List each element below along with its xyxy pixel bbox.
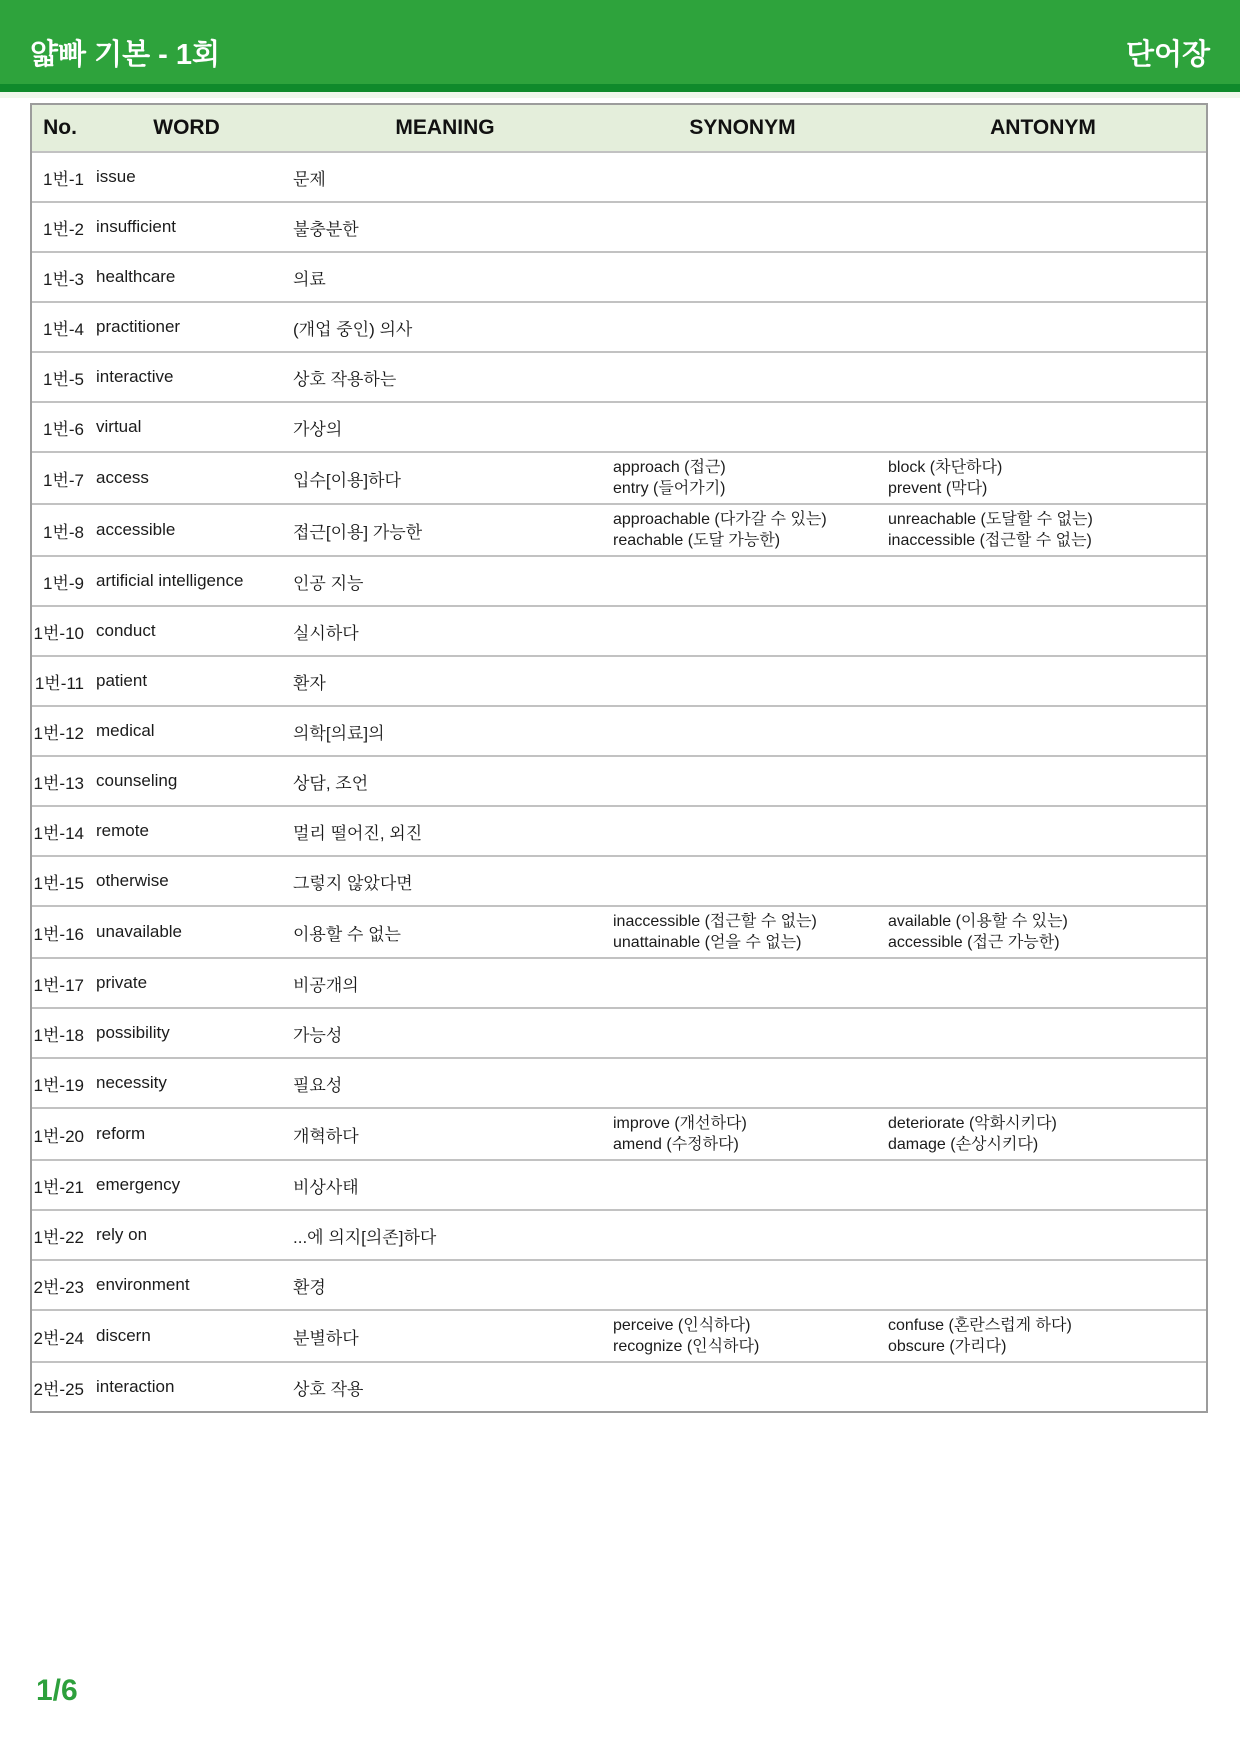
table-row xyxy=(32,655,1206,705)
cell-meaning: 비공개의 xyxy=(293,975,359,995)
col-header-antonym: ANTONYM xyxy=(990,116,1096,139)
cell-no: 1번-2 xyxy=(43,219,84,239)
cell-meaning: 의학[의료]의 xyxy=(293,723,385,743)
table-row xyxy=(32,1209,1206,1259)
antonym-line: inaccessible (접근할 수 없는) xyxy=(888,532,1092,549)
table-body xyxy=(32,151,1206,1411)
cell-meaning: 의료 xyxy=(293,269,326,289)
cell-meaning: 불충분한 xyxy=(293,219,359,239)
cell-synonym xyxy=(605,911,880,953)
cell-no: 1번-5 xyxy=(43,369,84,389)
cell-word: accessible xyxy=(96,520,176,539)
cell-no: 1번-14 xyxy=(33,823,84,843)
table-row xyxy=(32,1159,1206,1209)
synonym-line: amend (수정하다) xyxy=(613,1136,739,1153)
table-row xyxy=(32,1361,1206,1411)
cell-meaning: 필요성 xyxy=(293,1075,343,1095)
cell-synonym xyxy=(605,1113,880,1155)
table-row xyxy=(32,451,1206,503)
cell-no: 1번-20 xyxy=(33,1126,84,1146)
cell-no: 1번-10 xyxy=(33,623,84,643)
cell-no: 1번-13 xyxy=(33,773,84,793)
col-header-no: No. xyxy=(43,116,77,139)
cell-synonym xyxy=(605,1315,880,1357)
cell-word: discern xyxy=(96,1326,151,1345)
cell-word: remote xyxy=(96,821,149,840)
cell-no: 1번-19 xyxy=(33,1075,84,1095)
cell-no: 1번-3 xyxy=(43,269,84,289)
cell-word: otherwise xyxy=(96,871,169,890)
cell-word: practitioner xyxy=(96,317,181,336)
table-row xyxy=(32,755,1206,805)
topbar-accent-stripe xyxy=(0,84,1240,92)
table-row xyxy=(32,1007,1206,1057)
antonym-line: available (이용할 수 있는) xyxy=(888,913,1068,930)
cell-antonym xyxy=(880,1113,1206,1155)
cell-meaning: 가상의 xyxy=(293,419,343,439)
cell-no: 1번-15 xyxy=(33,873,84,893)
table-row xyxy=(32,855,1206,905)
cell-meaning: 인공 지능 xyxy=(293,573,364,593)
cell-meaning: 상호 작용하는 xyxy=(293,369,397,389)
synonym-line: reachable (도달 가능한) xyxy=(613,532,781,549)
page-indicator: 1/6 xyxy=(36,1674,78,1707)
table-row xyxy=(32,1259,1206,1309)
cell-meaning: 환자 xyxy=(293,673,326,693)
cell-word: counseling xyxy=(96,771,178,790)
cell-antonym xyxy=(880,1315,1206,1357)
cell-word: insufficient xyxy=(96,217,177,236)
antonym-line: prevent (막다) xyxy=(888,480,988,497)
cell-meaning: 분별하다 xyxy=(293,1328,359,1348)
cell-meaning: 환경 xyxy=(293,1277,326,1297)
synonym-line: inaccessible (접근할 수 없는) xyxy=(613,913,817,930)
cell-word: emergency xyxy=(96,1175,181,1194)
cell-meaning: ...에 의지[의존]하다 xyxy=(293,1227,437,1247)
table-row xyxy=(32,905,1206,957)
cell-antonym xyxy=(880,457,1206,499)
cell-no: 1번-22 xyxy=(33,1227,84,1247)
cell-word: virtual xyxy=(96,417,142,436)
antonym-line: deteriorate (악화시키다) xyxy=(888,1115,1057,1132)
cell-no: 1번-4 xyxy=(43,319,84,339)
cell-no: 1번-17 xyxy=(33,975,84,995)
table-row xyxy=(32,401,1206,451)
cell-synonym xyxy=(605,509,880,551)
table-row xyxy=(32,705,1206,755)
table-row xyxy=(32,805,1206,855)
synonym-line: unattainable (얻을 수 없는) xyxy=(613,934,802,951)
synonym-line: approachable (다가갈 수 있는) xyxy=(613,511,827,528)
table-row xyxy=(32,605,1206,655)
col-header-synonym: SYNONYM xyxy=(689,116,796,139)
cell-no: 1번-9 xyxy=(43,573,84,593)
cell-no: 2번-25 xyxy=(33,1379,84,1399)
cell-no: 1번-21 xyxy=(33,1177,84,1197)
antonym-line: unreachable (도달할 수 없는) xyxy=(888,511,1093,528)
col-header-word: WORD xyxy=(153,116,220,139)
antonym-line: accessible (접근 가능한) xyxy=(888,934,1060,951)
cell-meaning: 이용할 수 없는 xyxy=(293,924,401,944)
cell-meaning: 그렇지 않았다면 xyxy=(293,873,413,893)
cell-no: 1번-8 xyxy=(43,522,84,542)
synonym-line: recognize (인식하다) xyxy=(613,1338,760,1355)
cell-word: unavailable xyxy=(96,922,183,941)
cell-meaning: 문제 xyxy=(293,169,326,189)
table-row xyxy=(32,1057,1206,1107)
topbar-tint-stripe xyxy=(0,92,1240,98)
table-row xyxy=(32,151,1206,201)
table-row xyxy=(32,201,1206,251)
cell-word: patient xyxy=(96,671,148,690)
antonym-line: damage (손상시키다) xyxy=(888,1136,1039,1153)
table-row xyxy=(32,1107,1206,1159)
cell-no: 1번-18 xyxy=(33,1025,84,1045)
col-header-meaning: MEANING xyxy=(395,116,495,139)
table-row xyxy=(32,503,1206,555)
cell-word: possibility xyxy=(96,1023,170,1042)
table-row xyxy=(32,351,1206,401)
cell-no: 2번-23 xyxy=(33,1277,84,1297)
page-title: 얇빠 기본 - 1회 xyxy=(30,39,221,71)
wordbook-label: 단어장 xyxy=(1125,39,1210,71)
cell-no: 1번-16 xyxy=(33,924,84,944)
cell-word: necessity xyxy=(96,1073,167,1092)
topbar xyxy=(0,0,1240,84)
synonym-line: approach (접근) xyxy=(613,459,726,476)
cell-meaning: 상호 작용 xyxy=(293,1379,364,1399)
cell-word: medical xyxy=(96,721,155,740)
table-row xyxy=(32,1309,1206,1361)
cell-word: access xyxy=(96,468,149,487)
cell-meaning: 접근[이용] 가능한 xyxy=(293,522,423,542)
cell-word: issue xyxy=(96,167,136,186)
cell-meaning: 실시하다 xyxy=(293,623,359,643)
synonym-line: entry (들어가기) xyxy=(613,480,726,497)
cell-word: interaction xyxy=(96,1377,175,1396)
antonym-line: confuse (혼란스럽게 하다) xyxy=(888,1317,1072,1334)
cell-no: 1번-6 xyxy=(43,419,84,439)
cell-meaning: 비상사태 xyxy=(293,1177,359,1197)
cell-word: private xyxy=(96,973,148,992)
synonym-line: improve (개선하다) xyxy=(613,1115,747,1132)
cell-meaning: 가능성 xyxy=(293,1025,343,1045)
cell-word: reform xyxy=(96,1124,146,1143)
cell-meaning: 상담, 조언 xyxy=(293,773,369,793)
table-row xyxy=(32,251,1206,301)
cell-synonym xyxy=(605,457,880,499)
cell-word: rely on xyxy=(96,1225,148,1244)
antonym-line: obscure (가리다) xyxy=(888,1338,1007,1355)
antonym-line: block (차단하다) xyxy=(888,459,1003,476)
cell-antonym xyxy=(880,509,1206,551)
cell-word: artificial intelligence xyxy=(96,571,244,590)
cell-meaning: (개업 중인) 의사 xyxy=(293,319,413,339)
cell-word: conduct xyxy=(96,621,156,640)
cell-meaning: 입수[이용]하다 xyxy=(293,470,401,490)
cell-no: 1번-11 xyxy=(34,673,84,693)
synonym-line: perceive (인식하다) xyxy=(613,1317,751,1334)
table-row xyxy=(32,957,1206,1007)
table-row xyxy=(32,555,1206,605)
cell-no: 2번-24 xyxy=(33,1328,84,1348)
cell-word: interactive xyxy=(96,367,174,386)
vocab-table xyxy=(30,103,1208,1413)
cell-no: 1번-7 xyxy=(43,470,84,490)
cell-antonym xyxy=(880,911,1206,953)
cell-word: environment xyxy=(96,1275,190,1294)
cell-no: 1번-1 xyxy=(43,169,84,189)
table-row xyxy=(32,301,1206,351)
cell-word: healthcare xyxy=(96,267,176,286)
cell-meaning: 개혁하다 xyxy=(293,1126,359,1146)
table-header-row xyxy=(32,105,1206,151)
cell-no: 1번-12 xyxy=(33,723,84,743)
cell-meaning: 멀리 떨어진, 외진 xyxy=(293,823,423,843)
